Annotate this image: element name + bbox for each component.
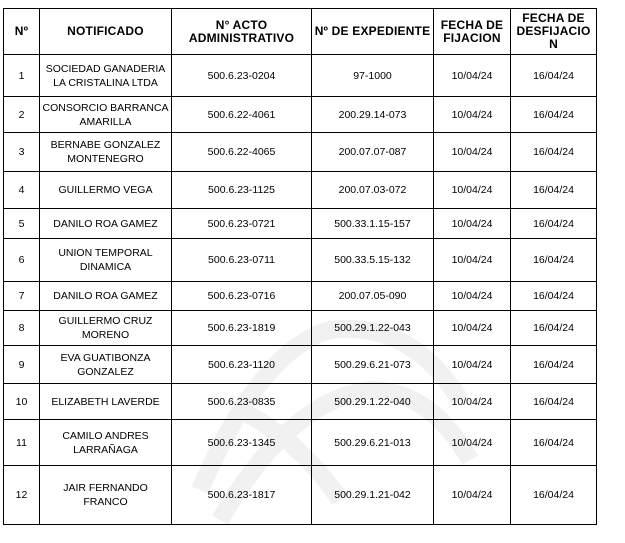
cell-fijacion [434,384,511,420]
cell-num [4,282,40,311]
cell-desfijacion-text: 16/04/24 [533,358,574,371]
cell-num [4,346,40,384]
header-row [4,9,597,55]
cell-acto [172,466,312,525]
cell-num-text: 4 [18,184,25,196]
cell-fijacion-text: 10/04/24 [451,489,493,501]
cell-acto-text: 500.6.23-0711 [208,254,275,266]
cell-expediente-text: 200.07.05-090 [338,290,407,302]
cell-notificado [40,55,172,97]
header-fijacion: FECHA DE FIJACION [434,9,511,55]
cell-num [4,55,40,97]
cell-notificado [40,97,172,133]
header-acto: N° ACTO ADMINISTRATIVO [172,9,312,55]
cell-num-text: 9 [18,358,25,371]
notificado-line2: AMARILLA [79,115,132,128]
cell-expediente [312,55,434,97]
table-row [4,384,597,420]
cell-expediente [312,384,434,420]
cell-num [4,420,40,466]
cell-num-text: 2 [18,108,25,121]
cell-acto-text: 500.6.23-0721 [207,217,276,230]
cell-notificado [40,420,172,466]
cell-fijacion [434,311,511,346]
cell-num-text: 8 [18,322,25,334]
cell-expediente-text: 97-1000 [353,69,392,82]
cell-num-text: 12 [15,489,28,501]
cell-fijacion [434,55,511,97]
cell-desfijacion-text: 16/04/24 [533,184,574,196]
cell-acto [172,420,312,466]
cell-desfijacion-text: 16/04/24 [533,395,574,408]
notificado-line1: DANILO ROA GAMEZ [53,290,158,302]
cell-acto [172,282,312,311]
cell-num-text: 3 [18,146,25,158]
cell-acto [172,55,312,97]
cell-notificado [40,466,172,525]
cell-desfijacion-text: 16/04/24 [533,146,574,158]
notificado-line2: MONTENEGRO [67,153,144,165]
notificado-line2: LARRAÑAGA [73,443,138,456]
cell-expediente [312,346,434,384]
cell-expediente-text: 500.29.6.21-013 [334,436,411,449]
notificado-line2: LA CRISTALINA LTDA [53,76,158,89]
notification-table [3,8,597,525]
cell-expediente-text: 500.33.5.15-132 [334,254,411,266]
header-desfijacion: FECHA DE DESFIJACIO N [511,9,597,55]
table-row [4,209,597,239]
cell-expediente [312,420,434,466]
cell-acto-text: 500.6.23-1817 [207,489,276,501]
cell-desfijacion [511,133,597,172]
notificado-line2: GONZALEZ [77,365,134,378]
notificado-line1: JAIR FERNANDO FRANCO [63,482,148,508]
cell-fijacion-text: 10/04/24 [451,290,493,302]
cell-acto [172,346,312,384]
cell-desfijacion [511,466,597,525]
cell-fijacion-text: 10/04/24 [451,184,493,196]
cell-expediente [312,466,434,525]
cell-expediente [312,172,434,209]
table-row [4,97,597,133]
cell-fijacion [434,346,511,384]
cell-desfijacion-text: 16/04/24 [533,69,574,82]
table-row [4,239,597,282]
cell-acto-text: 500.6.23-1819 [207,322,276,334]
cell-expediente-text: 500.29.1.22-040 [334,395,411,408]
header-num: Nº [4,9,40,55]
cell-fijacion [434,466,511,525]
table-row [4,55,597,97]
cell-notificado [40,384,172,420]
cell-desfijacion [511,209,597,239]
cell-fijacion [434,97,511,133]
cell-expediente [312,282,434,311]
cell-desfijacion [511,346,597,384]
cell-num [4,239,40,282]
cell-notificado [40,346,172,384]
cell-desfijacion [511,97,597,133]
cell-desfijacion [511,282,597,311]
cell-expediente-text: 200.07.03-072 [338,184,407,196]
notificado-line1: BERNABE GONZALEZ [50,139,161,151]
cell-desfijacion [511,311,597,346]
cell-fijacion [434,172,511,209]
cell-acto-text: 500.6.23-0204 [207,69,276,82]
cell-notificado [40,172,172,209]
notificado-line1: EVA GUATIBONZA [60,351,151,364]
cell-num-text: 10 [15,395,28,408]
cell-desfijacion-text: 16/04/24 [533,322,574,334]
notificado-line1: GUILLERMO CRUZ [58,315,153,327]
cell-desfijacion-text: 16/04/24 [533,108,574,121]
notificado-line1: ELIZABETH LAVERDE [51,395,160,408]
cell-num [4,311,40,346]
cell-expediente [312,311,434,346]
cell-fijacion-text: 10/04/24 [451,358,493,371]
cell-expediente [312,209,434,239]
cell-num [4,209,40,239]
cell-acto-text: 500.6.23-1345 [207,436,276,449]
notificado-line1: UNION TEMPORAL [58,247,153,259]
cell-num-text: 5 [18,217,25,230]
cell-acto [172,239,312,282]
cell-desfijacion [511,420,597,466]
notificado-line1: SOCIEDAD GANADERIA [45,62,166,75]
cell-desfijacion [511,384,597,420]
cell-num-text: 6 [18,254,25,266]
cell-desfijacion-text: 16/04/24 [533,290,574,302]
table-row [4,466,597,525]
cell-num-text: 7 [18,290,25,302]
cell-fijacion [434,209,511,239]
notificado-line2: DINAMICA [79,261,132,273]
notificado-line1: CAMILO ANDRES [62,429,149,442]
notificado-line1: DANILO ROA GAMEZ [53,217,158,230]
cell-acto-text: 500.6.23-0835 [207,395,276,408]
cell-acto-text: 500.6.22-4061 [207,108,276,121]
cell-acto [172,97,312,133]
cell-acto-text: 500.6.22-4065 [207,146,276,158]
cell-desfijacion [511,172,597,209]
cell-acto [172,133,312,172]
table-row [4,311,597,346]
cell-fijacion-text: 10/04/24 [451,436,493,449]
cell-acto [172,209,312,239]
header-notificado: NOTIFICADO [40,9,172,55]
cell-fijacion-text: 10/04/24 [451,146,493,158]
cell-acto-text: 500.6.23-0716 [207,290,276,302]
table-row [4,133,597,172]
cell-desfijacion-text: 16/04/24 [533,217,574,230]
cell-num [4,172,40,209]
cell-fijacion-text: 10/04/24 [451,217,493,230]
table-row [4,346,597,384]
cell-expediente-text: 500.29.6.21-073 [334,358,411,371]
cell-notificado [40,209,172,239]
notificado-line1: CONSORCIO BARRANCA [42,101,169,114]
cell-expediente-text: 500.29.1.21-042 [334,489,411,501]
cell-fijacion [434,133,511,172]
cell-num [4,466,40,525]
cell-expediente [312,97,434,133]
cell-notificado [40,311,172,346]
cell-expediente-text: 200.07.07-087 [338,146,407,158]
cell-acto [172,384,312,420]
table-row [4,420,597,466]
cell-expediente-text: 200.29.14-073 [338,108,407,121]
cell-acto-text: 500.6.23-1125 [208,184,275,196]
header-expediente: Nº DE EXPEDIENTE [312,9,434,55]
cell-notificado [40,282,172,311]
cell-fijacion-text: 10/04/24 [451,322,493,334]
cell-notificado [40,133,172,172]
cell-fijacion-text: 10/04/24 [451,395,493,408]
cell-fijacion-text: 10/04/24 [451,108,493,121]
cell-num [4,133,40,172]
cell-num [4,97,40,133]
cell-fijacion [434,239,511,282]
cell-num-text: 11 [16,436,27,449]
cell-desfijacion-text: 16/04/24 [533,489,574,501]
cell-fijacion-text: 10/04/24 [451,254,493,266]
notificado-line2: MORENO [81,329,130,341]
cell-num-text: 1 [18,69,25,82]
notificado-line1: GUILLERMO VEGA [58,184,153,196]
cell-fijacion-text: 10/04/24 [451,69,493,82]
cell-desfijacion [511,239,597,282]
cell-acto-text: 500.6.23-1120 [208,358,275,371]
cell-desfijacion-text: 16/04/24 [533,436,574,449]
cell-expediente-text: 500.33.1.15-157 [334,217,411,230]
table-row [4,172,597,209]
cell-num [4,384,40,420]
cell-acto [172,311,312,346]
cell-expediente-text: 500.29.1.22-043 [334,322,411,334]
table-row [4,282,597,311]
cell-acto [172,172,312,209]
cell-fijacion [434,282,511,311]
cell-desfijacion [511,55,597,97]
cell-desfijacion-text: 16/04/24 [533,254,574,266]
cell-expediente [312,133,434,172]
cell-fijacion [434,420,511,466]
cell-notificado [40,239,172,282]
cell-expediente [312,239,434,282]
